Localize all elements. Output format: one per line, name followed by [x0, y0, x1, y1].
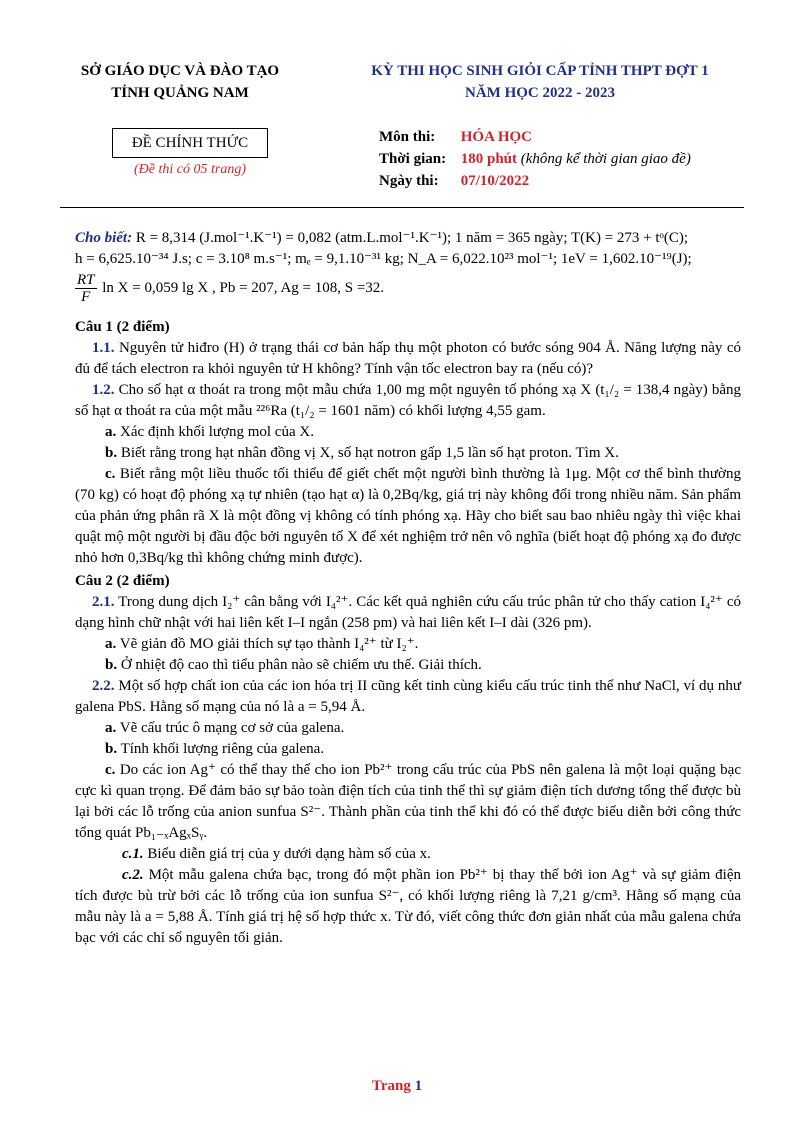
- given-line-3: [75, 272, 741, 305]
- q22c-text: Do các ion Ag⁺ có thể thay thế cho ion Pb²⁺ trong cấu trúc của PbS nên galena là một loại quặng bạc cực kì quan trọng. Để đảm bảo sự bảo toàn điện tích của tinh thể thì sự giảm điện tích dương tổng thể được bù lại bởi các lỗ trống của anion sunfua S²⁻. Thành phần của tinh thể khi đó có thể được biểu diễn bởi công thức tổng quát Pb₁₋ₓAgₓSᵧ.: [75, 762, 741, 841]
- question-2-2-a: [75, 718, 741, 739]
- q22-text: Một số hợp chất ion của các ion hóa trị II cũng kết tinh cùng kiểu cấu trúc tinh thể như NaCl, ví dụ như galena PbS. Hằng số mạng của nó là a = 5,94 Å.: [75, 678, 742, 715]
- q12-text: Cho số hạt α thoát ra trong một mẫu chứa 1,00 mg một nguyên tố phóng xạ X (t₁/₂ = 138,4 ngày) bằng số hạt α thoát ra của một mẫu ²²⁶Ra (t₁/₂ = 1601 năm) có khối lượng 4,55 gam.: [75, 382, 742, 419]
- q22b-text: Tính khối lượng riêng của galena.: [120, 741, 325, 757]
- q12c-label: c.: [105, 466, 116, 482]
- question-1-2: [75, 380, 741, 422]
- q22c1-label: c.1.: [122, 846, 144, 862]
- page-footer: [0, 1078, 794, 1095]
- question-2-2-c1: [75, 844, 741, 865]
- q21-label: 2.1.: [92, 594, 115, 610]
- q21a-label: a.: [105, 636, 117, 652]
- department-header: [60, 60, 300, 104]
- fraction-denominator: F: [81, 289, 91, 305]
- question-1-1: [75, 338, 741, 380]
- q11-label: 1.1.: [92, 340, 115, 356]
- q22c1-text: Biểu diễn giá trị của y dưới dạng hàm số của x.: [147, 846, 431, 862]
- exam-body: [75, 228, 741, 949]
- q22c2-label: c.2.: [122, 867, 144, 883]
- q22a-label: a.: [105, 720, 117, 736]
- q11-text: Nguyên tử hiđro (H) ở trạng thái cơ bản hấp thụ một photon có bước sóng 904 Å. Năng lượng này có đủ để tách electron ra khỏi nguyên tử H không? Tính vận tốc electron bay ra (nếu có)?: [75, 340, 741, 377]
- question-2-2: [75, 676, 741, 718]
- q22b-label: b.: [105, 741, 118, 757]
- date-label: Ngày thi:: [379, 173, 439, 189]
- q21-text: Trong dung dịch I₂⁺ cân bằng với I₄²⁺. Các kết quả nghiên cứu cấu trúc phân tử cho thấy cation I₄²⁺ có dạng hình chữ nhật với hai liên kết I–I ngắn (258 pm) và hai liên kết I–I dài (326 pm).: [75, 594, 741, 631]
- question-1-2-c: [75, 464, 741, 569]
- date-row: [379, 170, 759, 192]
- question-1-title: Câu 1 (2 điểm): [75, 319, 170, 335]
- question-2-title: Câu 2 (2 điểm): [75, 573, 170, 589]
- q21b-text: Ở nhiệt độ cao thì tiểu phân nào sẽ chiếm ưu thế. Giải thích.: [120, 657, 482, 673]
- province-name: TỈNH QUẢNG NAM: [111, 85, 249, 101]
- given-line-1: [75, 228, 741, 249]
- q22c2-text: Một mẫu galena chứa bạc, trong đó một phần ion Pb²⁺ bị thay thế bởi ion Ag⁺ và sự giảm điện tích được bù trừ bởi các lỗ trống của ion sunfua S²⁻, có khối lượng riêng là 7,21 g/cm³. Hằng số mạng của mẫu này là a = 5,88 Å. Tính giá trị hệ số hợp thức x. Từ đó, viết công thức đơn giản nhất của mẫu galena chứa bạc với các chỉ số nguyên tối giản.: [75, 867, 741, 946]
- pages-note: (Đề thi có 05 trang): [134, 162, 246, 177]
- question-2-2-c: [75, 760, 741, 844]
- q12a-label: a.: [105, 424, 117, 440]
- fraction-numerator: RT: [77, 272, 95, 288]
- given-constants-3: ln X = 0,059 lg X , Pb = 207, Ag = 108, S =32.: [102, 279, 385, 296]
- exam-meta: [379, 126, 759, 192]
- subject-row: [379, 126, 759, 148]
- q12c-text: Biết rằng một liều thuốc tối thiểu để giết chết một người bình thường là 1μg. Một cơ thể bình thường (70 kg) có hoạt độ phóng xạ tự nhiên (tạo hạt α) là 0,2Bq/kg, giá trị này không đổi trong nhiều năm. Sản phẩm của phản ứng phân rã X là một đồng vị không có tính phóng xạ. Hãy cho biết sau bao nhiêu ngày thì việc khai quật mộ một người bị đầu độc bởi nguyên tố X để xét nghiệm trở nên vô nghĩa (biết hoạt độ phóng xạ đo được nhỏ hơn 0,3Bq/kg thì không chứng minh được).: [75, 466, 741, 566]
- q12-label: 1.2.: [92, 382, 115, 398]
- exam-title: KỲ THI HỌC SINH GIỎI CẤP TỈNH THPT ĐỢT 1: [371, 63, 709, 79]
- time-row: [379, 148, 759, 170]
- page-label: Trang: [371, 1078, 411, 1094]
- time-label: Thời gian:: [379, 151, 447, 167]
- q12b-text: Biết rằng trong hạt nhân đồng vị X, số hạt notron gấp 1,5 lần số hạt proton. Tìm X.: [120, 445, 619, 461]
- official-stamp: ĐỀ CHÍNH THỨC: [112, 128, 268, 158]
- time-value: 180 phút: [460, 151, 518, 167]
- given-constants-1: R = 8,314 (J.mol⁻¹.K⁻¹) = 0,082 (atm.L.mol⁻¹.K⁻¹); 1 năm = 365 ngày; T(K) = 273 + tᵒ(C);: [135, 230, 689, 246]
- q12b-label: b.: [105, 445, 118, 461]
- school-year: NĂM HỌC 2022 - 2023: [465, 85, 615, 101]
- q12a-text: Xác định khối lượng mol của X.: [120, 424, 314, 440]
- question-2-1-b: [75, 655, 741, 676]
- q21b-label: b.: [105, 657, 118, 673]
- header-divider: [60, 207, 744, 208]
- subject-value: HÓA HỌC: [460, 129, 533, 145]
- question-1-2-a: [75, 422, 741, 443]
- q22a-text: Vẽ cấu trúc ô mạng cơ sở của galena.: [119, 720, 345, 736]
- question-2-2-c2: [75, 865, 741, 949]
- time-note: (không kể thời gian giao đề): [520, 151, 691, 167]
- question-2-2-b: [75, 739, 741, 760]
- subject-label: Môn thi:: [379, 129, 436, 145]
- question-1-2-b: [75, 443, 741, 464]
- exam-header: [330, 60, 750, 104]
- rt-over-f-fraction: [75, 272, 97, 305]
- department-name: SỞ GIÁO DỤC VÀ ĐÀO TẠO: [80, 63, 280, 79]
- q21a-text: Vẽ giản đồ MO giải thích sự tạo thành I₄²⁺ từ I₂⁺.: [119, 636, 419, 652]
- question-2-1: [75, 592, 741, 634]
- given-line-2: h = 6,625.10⁻³⁴ J.s; c = 3.10⁸ m.s⁻¹; mₑ = 9,1.10⁻³¹ kg; N_A = 6,022.10²³ mol⁻¹; 1eV = 1,602.10⁻¹⁹(J);: [75, 251, 692, 267]
- q22-label: 2.2.: [92, 678, 115, 694]
- q22c-label: c.: [105, 762, 116, 778]
- page-number: 1: [414, 1078, 423, 1094]
- date-value: 07/10/2022: [460, 173, 530, 189]
- question-2-1-a: [75, 634, 741, 655]
- given-label: Cho biết:: [75, 230, 133, 246]
